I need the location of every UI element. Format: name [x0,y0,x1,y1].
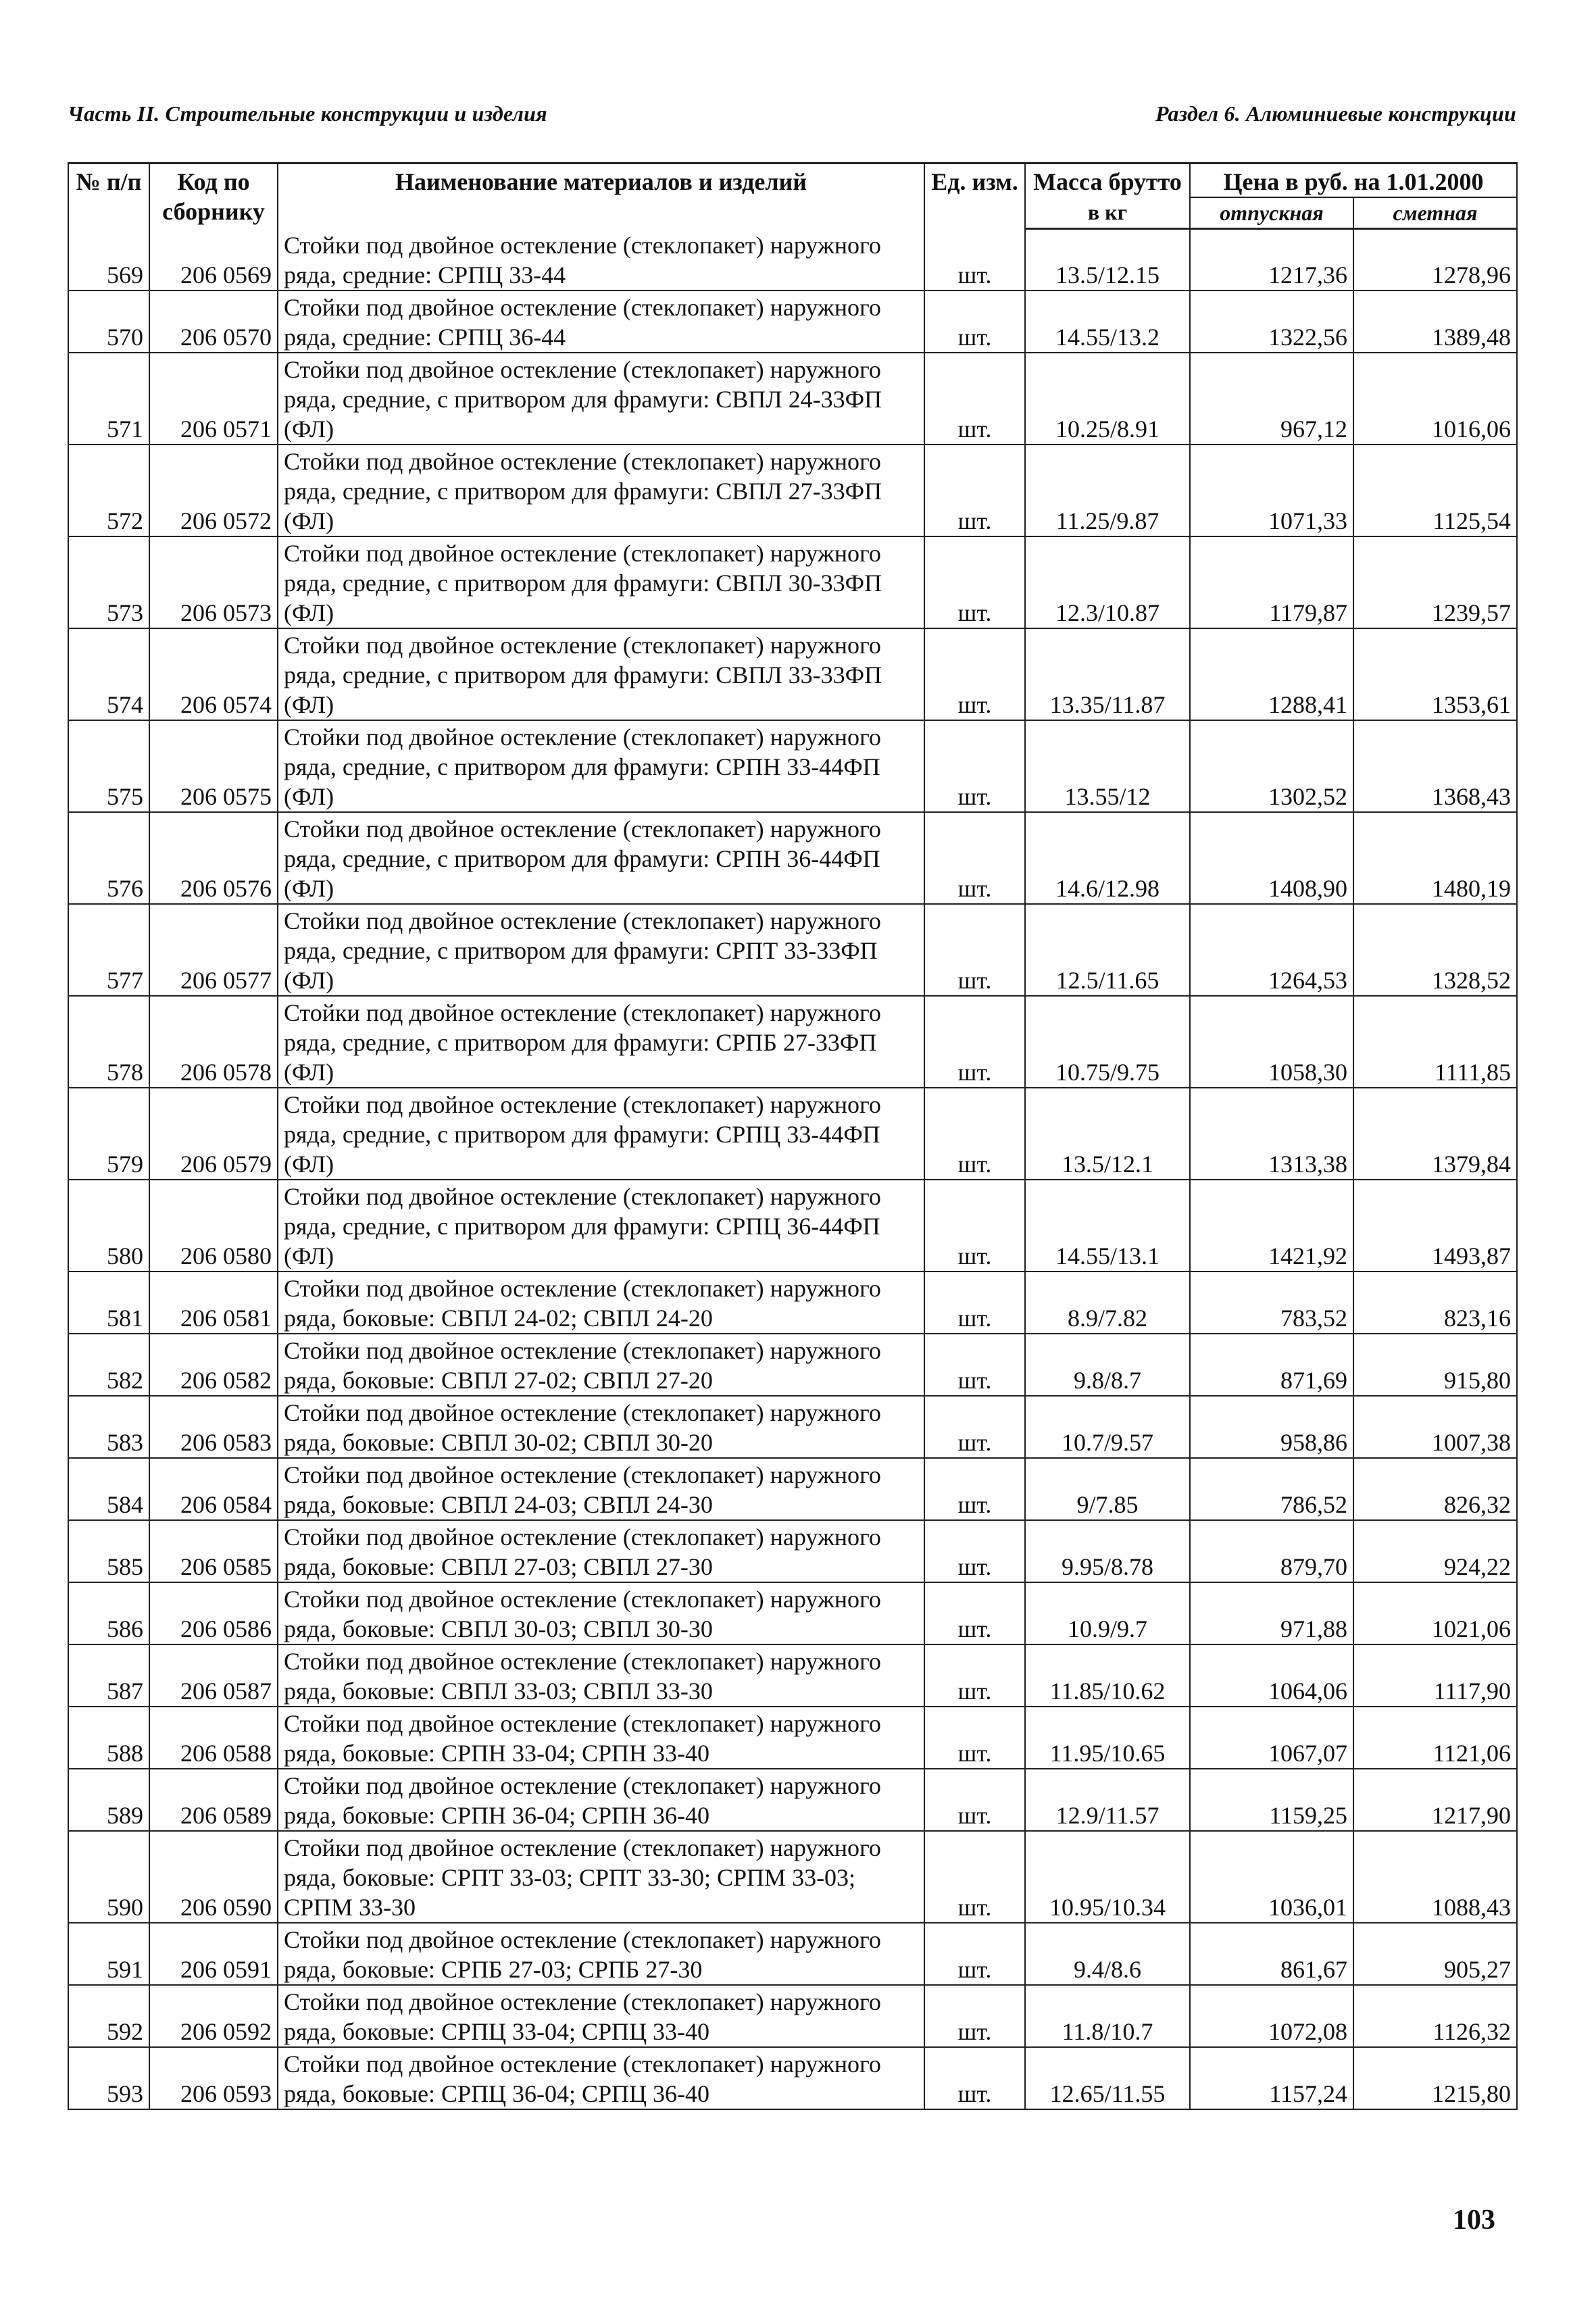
cell-num: 591 [68,1923,149,1985]
cell-unit: шт. [924,720,1025,812]
cell-num: 590 [68,1831,149,1923]
col-header-code: Код по сборнику [149,164,278,229]
cell-unit: шт. [924,1831,1025,1923]
table-row [68,291,1517,353]
cell-name: Стойки под двойное остекление (стеклопакет) наружного ряда, средние, с притвором для фрамуги: СРПЦ 33-44ФП (ФЛ) [278,1088,924,1180]
price-table [68,162,1518,2110]
cell-unit: шт. [924,1707,1025,1769]
cell-price-estimate: 1111,85 [1353,996,1517,1088]
cell-price-release: 971,88 [1190,1582,1353,1644]
cell-code: 206 0589 [149,1769,278,1831]
cell-mass: 12.65/11.55 [1025,2047,1190,2109]
cell-mass: 11.95/10.65 [1025,1707,1190,1769]
cell-price-release: 1067,07 [1190,1707,1353,1769]
cell-num: 578 [68,996,149,1088]
col-header-name: Наименование материалов и изделий [278,164,924,229]
cell-name: Стойки под двойное остекление (стеклопакет) наружного ряда, средние: СРПЦ 36-44 [278,291,924,353]
cell-price-estimate: 905,27 [1353,1923,1517,1985]
cell-num: 585 [68,1520,149,1582]
cell-mass: 13.5/12.15 [1025,229,1190,291]
cell-unit: шт. [924,1334,1025,1396]
cell-name: Стойки под двойное остекление (стеклопакет) наружного ряда, боковые: СВПЛ 33-03; СВПЛ 33-30 [278,1644,924,1707]
table-row [68,720,1517,812]
cell-name: Стойки под двойное остекление (стеклопакет) наружного ряда, средние, с притвором для фрамуги: СВПЛ 24-33ФП (ФЛ) [278,353,924,445]
cell-name: Стойки под двойное остекление (стеклопакет) наружного ряда, боковые: СВПЛ 24-03; СВПЛ 24-30 [278,1458,924,1520]
cell-code: 206 0582 [149,1334,278,1396]
cell-code: 206 0572 [149,445,278,536]
cell-code: 206 0575 [149,720,278,812]
cell-price-release: 1058,30 [1190,996,1353,1088]
cell-price-release: 786,52 [1190,1458,1353,1520]
table-row [68,1180,1517,1272]
cell-name: Стойки под двойное остекление (стеклопакет) наружного ряда, средние, с притвором для фрамуги: СРПБ 27-33ФП (ФЛ) [278,996,924,1088]
cell-num: 569 [68,229,149,291]
cell-code: 206 0571 [149,353,278,445]
table-row [68,1396,1517,1458]
cell-name: Стойки под двойное остекление (стеклопакет) наружного ряда, средние, с притвором для фрамуги: СРПН 36-44ФП (ФЛ) [278,812,924,904]
cell-unit: шт. [924,1458,1025,1520]
table-row [68,1923,1517,1985]
cell-price-estimate: 924,22 [1353,1520,1517,1582]
col-header-mass-unit: в кг [1025,197,1190,229]
cell-name: Стойки под двойное остекление (стеклопакет) наружного ряда, боковые: СВПЛ 27-02; СВПЛ 27-20 [278,1334,924,1396]
table-body [68,229,1517,2109]
cell-num: 589 [68,1769,149,1831]
cell-name: Стойки под двойное остекление (стеклопакет) наружного ряда, боковые: СРПЦ 36-04; СРПЦ 36-40 [278,2047,924,2109]
table-row [68,1520,1517,1582]
cell-price-release: 1064,06 [1190,1644,1353,1707]
cell-unit: шт. [924,536,1025,628]
col-header-mass: Масса брутто [1025,164,1190,198]
cell-mass: 13.5/12.1 [1025,1088,1190,1180]
cell-price-release: 1264,53 [1190,904,1353,996]
cell-code: 206 0577 [149,904,278,996]
cell-price-estimate: 1353,61 [1353,628,1517,720]
cell-mass: 12.5/11.65 [1025,904,1190,996]
cell-code: 206 0586 [149,1582,278,1644]
cell-unit: шт. [924,1644,1025,1707]
cell-mass: 10.95/10.34 [1025,1831,1190,1923]
table-row [68,1088,1517,1180]
cell-name: Стойки под двойное остекление (стеклопакет) наружного ряда, боковые: СРПН 33-04; СРПН 33-40 [278,1707,924,1769]
table-row [68,1769,1517,1831]
cell-unit: шт. [924,1088,1025,1180]
cell-code: 206 0581 [149,1272,278,1334]
cell-mass: 10.25/8.91 [1025,353,1190,445]
cell-mass: 13.55/12 [1025,720,1190,812]
table-row [68,1707,1517,1769]
cell-price-release: 861,67 [1190,1923,1353,1985]
cell-name: Стойки под двойное остекление (стеклопакет) наружного ряда, средние, с притвором для фрамуги: СВПЛ 33-33ФП (ФЛ) [278,628,924,720]
cell-unit: шт. [924,445,1025,536]
cell-price-release: 1302,52 [1190,720,1353,812]
cell-price-release: 783,52 [1190,1272,1353,1334]
cell-code: 206 0583 [149,1396,278,1458]
cell-unit: шт. [924,1923,1025,1985]
cell-code: 206 0585 [149,1520,278,1582]
table-row [68,1458,1517,1520]
cell-name: Стойки под двойное остекление (стеклопакет) наружного ряда, средние: СРПЦ 33-44 [278,229,924,291]
cell-code: 206 0574 [149,628,278,720]
cell-unit: шт. [924,1582,1025,1644]
cell-mass: 14.55/13.2 [1025,291,1190,353]
cell-mass: 9.8/8.7 [1025,1334,1190,1396]
cell-name: Стойки под двойное остекление (стеклопакет) наружного ряда, боковые: СРПБ 27-03; СРПБ 27-30 [278,1923,924,1985]
cell-price-release: 1179,87 [1190,536,1353,628]
cell-price-release: 1072,08 [1190,1985,1353,2047]
cell-price-estimate: 1016,06 [1353,353,1517,445]
cell-price-release: 879,70 [1190,1520,1353,1582]
cell-num: 575 [68,720,149,812]
cell-unit: шт. [924,812,1025,904]
cell-name: Стойки под двойное остекление (стеклопакет) наружного ряда, боковые: СВПЛ 24-02; СВПЛ 24-20 [278,1272,924,1334]
cell-num: 574 [68,628,149,720]
table-row [68,229,1517,291]
cell-code: 206 0588 [149,1707,278,1769]
cell-price-release: 1421,92 [1190,1180,1353,1272]
table-row [68,1334,1517,1396]
cell-code: 206 0590 [149,1831,278,1923]
cell-name: Стойки под двойное остекление (стеклопакет) наружного ряда, боковые: СРПЦ 33-04; СРПЦ 33-40 [278,1985,924,2047]
cell-price-estimate: 1217,90 [1353,1769,1517,1831]
cell-mass: 9.95/8.78 [1025,1520,1190,1582]
cell-code: 206 0570 [149,291,278,353]
cell-mass: 14.6/12.98 [1025,812,1190,904]
cell-price-estimate: 1239,57 [1353,536,1517,628]
table-row [68,536,1517,628]
table-row [68,353,1517,445]
cell-num: 583 [68,1396,149,1458]
table-row [68,1644,1517,1707]
table-row [68,1985,1517,2047]
cell-price-release: 1157,24 [1190,2047,1353,2109]
cell-mass: 9.4/8.6 [1025,1923,1190,1985]
cell-price-release: 1071,33 [1190,445,1353,536]
cell-price-estimate: 1480,19 [1353,812,1517,904]
cell-price-estimate: 1389,48 [1353,291,1517,353]
cell-num: 579 [68,1088,149,1180]
cell-price-estimate: 1021,06 [1353,1582,1517,1644]
table-row [68,1831,1517,1923]
cell-price-estimate: 915,80 [1353,1334,1517,1396]
cell-price-estimate: 1328,52 [1353,904,1517,996]
cell-num: 580 [68,1180,149,1272]
table-row [68,1582,1517,1644]
cell-price-estimate: 1125,54 [1353,445,1517,536]
running-header-right: Раздел 6. Алюминиевые конструкции [1155,101,1516,126]
table-row [68,904,1517,996]
cell-price-release: 967,12 [1190,353,1353,445]
table-row [68,628,1517,720]
cell-name: Стойки под двойное остекление (стеклопакет) наружного ряда, боковые: СВПЛ 30-03; СВПЛ 30-30 [278,1582,924,1644]
cell-num: 582 [68,1334,149,1396]
cell-num: 572 [68,445,149,536]
cell-name: Стойки под двойное остекление (стеклопакет) наружного ряда, средние, с притвором для фрамуги: СВПЛ 30-33ФП (ФЛ) [278,536,924,628]
cell-num: 584 [68,1458,149,1520]
cell-code: 206 0584 [149,1458,278,1520]
cell-mass: 8.9/7.82 [1025,1272,1190,1334]
cell-price-estimate: 1121,06 [1353,1707,1517,1769]
cell-price-estimate: 1278,96 [1353,229,1517,291]
cell-mass: 11.85/10.62 [1025,1644,1190,1707]
cell-num: 577 [68,904,149,996]
cell-name: Стойки под двойное остекление (стеклопакет) наружного ряда, боковые: СРПТ 33-03; СРПТ 33-30; СРПМ 33-03; СРПМ 33-30 [278,1831,924,1923]
cell-unit: шт. [924,996,1025,1088]
cell-name: Стойки под двойное остекление (стеклопакет) наружного ряда, средние, с притвором для фрамуги: СРПН 33-44ФП (ФЛ) [278,720,924,812]
cell-code: 206 0578 [149,996,278,1088]
cell-mass: 10.9/9.7 [1025,1582,1190,1644]
cell-name: Стойки под двойное остекление (стеклопакет) наружного ряда, боковые: СРПН 36-04; СРПН 36-40 [278,1769,924,1831]
cell-price-estimate: 1368,43 [1353,720,1517,812]
table-row [68,2047,1517,2109]
cell-unit: шт. [924,2047,1025,2109]
cell-code: 206 0593 [149,2047,278,2109]
cell-num: 581 [68,1272,149,1334]
cell-num: 588 [68,1707,149,1769]
cell-unit: шт. [924,1180,1025,1272]
cell-num: 573 [68,536,149,628]
cell-mass: 12.3/10.87 [1025,536,1190,628]
cell-code: 206 0591 [149,1923,278,1985]
table-row [68,445,1517,536]
table-row [68,1272,1517,1334]
col-header-price-estimate: сметная [1353,197,1517,229]
cell-num: 593 [68,2047,149,2109]
cell-price-estimate: 1117,90 [1353,1644,1517,1707]
cell-code: 206 0576 [149,812,278,904]
cell-unit: шт. [924,1272,1025,1334]
col-header-unit: Ед. изм. [924,164,1025,229]
page-number: 103 [1453,2205,1495,2236]
cell-price-release: 1288,41 [1190,628,1353,720]
cell-unit: шт. [924,1396,1025,1458]
cell-price-release: 871,69 [1190,1334,1353,1396]
cell-mass: 9/7.85 [1025,1458,1190,1520]
cell-unit: шт. [924,1520,1025,1582]
cell-unit: шт. [924,353,1025,445]
cell-name: Стойки под двойное остекление (стеклопакет) наружного ряда, боковые: СВПЛ 27-03; СВПЛ 27-30 [278,1520,924,1582]
cell-name: Стойки под двойное остекление (стеклопакет) наружного ряда, средние, с притвором для фрамуги: СВПЛ 27-33ФП (ФЛ) [278,445,924,536]
cell-unit: шт. [924,291,1025,353]
cell-mass: 13.35/11.87 [1025,628,1190,720]
cell-mass: 11.25/9.87 [1025,445,1190,536]
cell-code: 206 0579 [149,1088,278,1180]
table-row [68,996,1517,1088]
cell-code: 206 0573 [149,536,278,628]
cell-price-release: 1036,01 [1190,1831,1353,1923]
cell-num: 592 [68,1985,149,2047]
cell-price-release: 958,86 [1190,1396,1353,1458]
cell-price-release: 1217,36 [1190,229,1353,291]
cell-name: Стойки под двойное остекление (стеклопакет) наружного ряда, средние, с притвором для фрамуги: СРПТ 33-33ФП (ФЛ) [278,904,924,996]
cell-unit: шт. [924,1769,1025,1831]
cell-num: 587 [68,1644,149,1707]
table-header [68,164,1517,229]
cell-num: 571 [68,353,149,445]
cell-price-release: 1313,38 [1190,1088,1353,1180]
col-header-price: Цена в руб. на 1.01.2000 [1190,164,1517,198]
cell-price-estimate: 826,32 [1353,1458,1517,1520]
running-header-left: Часть II. Строительные конструкции и изделия [68,101,547,126]
cell-price-estimate: 1493,87 [1353,1180,1517,1272]
cell-code: 206 0592 [149,1985,278,2047]
col-header-num: № п/п [68,164,149,229]
cell-mass: 12.9/11.57 [1025,1769,1190,1831]
cell-price-estimate: 1379,84 [1353,1088,1517,1180]
cell-price-estimate: 1007,38 [1353,1396,1517,1458]
cell-code: 206 0587 [149,1644,278,1707]
cell-code: 206 0569 [149,229,278,291]
table-row [68,812,1517,904]
cell-code: 206 0580 [149,1180,278,1272]
cell-price-estimate: 1215,80 [1353,2047,1517,2109]
cell-unit: шт. [924,1985,1025,2047]
cell-name: Стойки под двойное остекление (стеклопакет) наружного ряда, средние, с притвором для фрамуги: СРПЦ 36-44ФП (ФЛ) [278,1180,924,1272]
cell-mass: 10.75/9.75 [1025,996,1190,1088]
cell-unit: шт. [924,904,1025,996]
cell-num: 570 [68,291,149,353]
cell-unit: шт. [924,628,1025,720]
cell-price-release: 1408,90 [1190,812,1353,904]
cell-num: 576 [68,812,149,904]
col-header-price-release: отпускная [1190,197,1353,229]
cell-price-release: 1322,56 [1190,291,1353,353]
cell-num: 586 [68,1582,149,1644]
cell-mass: 10.7/9.57 [1025,1396,1190,1458]
cell-mass: 14.55/13.1 [1025,1180,1190,1272]
cell-price-estimate: 1088,43 [1353,1831,1517,1923]
cell-unit: шт. [924,229,1025,291]
cell-mass: 11.8/10.7 [1025,1985,1190,2047]
cell-price-estimate: 1126,32 [1353,1985,1517,2047]
cell-name: Стойки под двойное остекление (стеклопакет) наружного ряда, боковые: СВПЛ 30-02; СВПЛ 30-20 [278,1396,924,1458]
cell-price-release: 1159,25 [1190,1769,1353,1831]
cell-price-estimate: 823,16 [1353,1272,1517,1334]
